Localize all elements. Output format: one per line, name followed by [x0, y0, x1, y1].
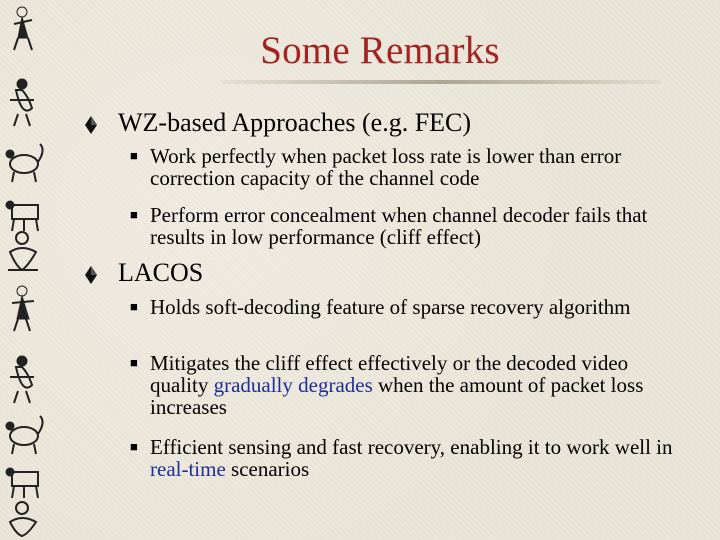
diamond-bullet-icon	[84, 114, 98, 136]
diamond-bullet-icon	[84, 264, 98, 286]
figure-3-icon	[6, 144, 43, 182]
bullet-wz-approaches: WZ-based Approaches (e.g. FEC)	[118, 108, 472, 137]
square-bullet-icon: ■	[130, 299, 138, 314]
figure-4-icon	[6, 201, 38, 231]
square-bullet-icon: ■	[130, 148, 138, 163]
slide-title: Some Remarks	[260, 29, 500, 72]
figure-10-icon	[10, 502, 36, 536]
title-underline	[222, 80, 662, 84]
sub-bullet-efficient-sensing	[150, 436, 685, 480]
figure-6-icon	[12, 286, 34, 331]
square-bullet-icon: ■	[130, 439, 138, 454]
figure-8-icon	[6, 416, 43, 454]
square-bullet-icon: ■	[130, 355, 138, 370]
figure-7-icon	[10, 356, 34, 403]
figure-9-icon	[6, 468, 38, 498]
sub-bullet-soft-decoding: Holds soft-decoding feature of sparse recovery algorithm	[150, 295, 631, 319]
sub-bullet-mitigates-cliff	[150, 352, 685, 418]
square-bullet-icon: ■	[130, 207, 138, 222]
sub-bullet-text: when the amount of packet loss increases	[150, 373, 644, 419]
sub-bullet-error-concealment: Perform error concealment when channel decoder fails that results in low performance (cliff effect)	[150, 203, 648, 249]
bullet-lacos: LACOS	[118, 258, 204, 287]
sub-bullet-text: scenarios	[225, 457, 310, 481]
sub-bullet-text: Efficient sensing and fast recovery, enabling it to work well in	[150, 435, 673, 459]
medieval-figures-border	[0, 0, 46, 540]
figure-5-icon	[8, 232, 38, 270]
highlight-gradually-degrades: gradually degrades	[213, 373, 373, 397]
figure-2-icon	[10, 79, 34, 126]
sub-bullet-text: Mitigates the cliff effect effectively or the decoded video quality	[150, 351, 629, 397]
sub-bullet-work-perfectly: Work perfectly when packet loss rate is lower than error correction capacity of the channel code	[150, 144, 622, 190]
highlight-real-time: real-time	[150, 457, 226, 481]
